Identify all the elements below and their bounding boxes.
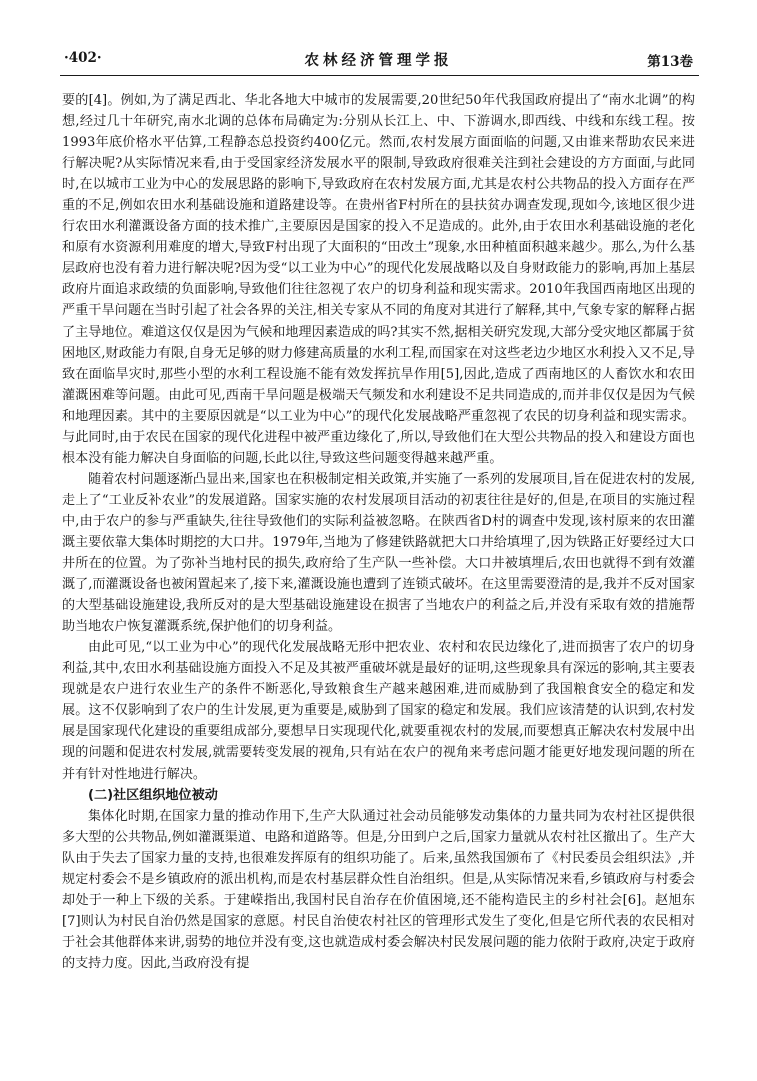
page-number: ·402· xyxy=(64,50,102,66)
running-header xyxy=(58,48,699,70)
section-title: 社区组织地位被动 xyxy=(113,787,218,803)
journal-title: 农林经济管理学报 xyxy=(304,52,453,69)
section-number: (二) xyxy=(88,787,114,803)
paragraph: 随着农村问题逐渐凸显出来,国家也在积极制定相关政策,并实施了一系列的发展项目,旨在促进农村的发展,走上了“工业反补农业”的发展道路。国家实施的农村发展项目活动的初衷往往是好的,但是,在项目的实施过程中,由于农户的参与严重缺失,往往导致他们的实际利益被忽略。在陕西省D村的调查中发现,该村原来的农田灌溉主要依靠大集体时期挖的大口井。1979年,当地为了修建铁路就把大口井给填埋了,因为铁路正好要经过大口井所在的位置。为了弥补当地村民的损失,政府给了生产队一些补偿。大口井被填埋后,农田也就得不到有效灌溉了,而灌溉设备也被闲置起来了,接下来,灌溉设施也遭到了连锁式破坏。在这里需要澄清的是,我并不反对国家的大型基础设施建设,我所反对的是大型基础设施建设在损害了当地农户的利益之后,并没有采取有效的措施帮助当地农户恢复灌溉系统,保护他们的切身利益。 xyxy=(62,471,695,635)
header-rule xyxy=(60,75,699,76)
paragraph: 由此可见,“以工业为中心”的现代化发展战略无形中把农业、农村和农民边缘化了,进而损害了农户的切身利益,其中,农田水利基础设施方面投入不足及其被严重破坏就是最好的证明,这些现象具有深远的影响,其主要表现就是农户进行农业生产的条件不断恶化,导致粮食生产越来越困难,进而威胁到了我国粮食安全的稳定和发展。这不仅影响到了农户的生计发展,更为重要是,威胁到了国家的稳定和发展。我们应该清楚的认识到,农村发展是国家现代化建设的重要组成部分,要想早日实现现代化,就要重视农村的发展,而要想真正解决农村发展中出现的问题和促进农村发展,就需要转变发展的视角,只有站在农户的视角来考虑问题才能更好地发现问题的所在并有针对性地进行解决。 xyxy=(62,640,695,782)
volume-label: 第13卷 xyxy=(647,54,693,70)
paragraph: 要的[4]。例如,为了满足西北、华北各地大中城市的发展需要,20世纪50年代我国政府提出了“南水北调”的构想,经过几十年研究,南水北调的总体布局确定为:分别从长江上、中、下游调水,即西线、中线和东线工程。按1993年底价格水平估算,工程静态总投资约400亿元。然而,农村发展方面面临的问题,又由谁来帮助农民来进行解决呢?从实际情况来看,由于受国家经济发展水平的限制,导致政府很难关注到社会建设的方方面面,与此同时,在以城市工业为中心的发展思路的影响下,导致政府在农村发展方面,尤其是农村公共物品的投入方面存在严重的不足,例如农田水利基础设施和道路建设等。在贵州省F村所在的县扶贫办调查发现,现如今,该地区很少进行农田水利灌溉设备方面的技术推广,主要原因是国家的投入不足造成的。此外,由于农田水利基础设施的老化和原有水资源利用难度的增大,导致F村出现了大面积的“田改土”现象,水田种植面积越来越少。那么,为什么基层政府也没有着力进行解决呢?因为受“以工业为中心”的现代化发展战略以及自身财政能力的影响,再加上基层政府片面追求政绩的负面影响,导致他们往往忽视了农户的切身利益和现实需求。2010年我国西南地区出现的严重干旱问题在当时引起了社会各界的关注,相关专家从不同的角度对其进行了解释,其中,气象专家的解释占据了主导地位。难道这仅仅是因为气候和地理因素造成的吗?其实不然,据相关研究发现,大部分受灾地区都属于贫困地区,财政能力有限,自身无足够的财力修建高质量的水利工程,而国家在对这些老边少地区水利投入又不足,导致在面临旱灾时,那些小型的水利工程设施不能有效发挥抗旱作用[5],因此,造成了西南地区的人畜饮水和农田灌溉困难等问题。由此可见,西南干旱问题是极端天气频发和水利建设不足共同造成的,而并非仅仅是因为气候和地理因素。其中的主要原因就是“以工业为中心”的现代化发展战略严重忽视了农民的切身利益和现实需求。与此同时,由于农民在国家的现代化进程中被严重边缘化了,所以,导致他们在大型公共物品的投入和建设方面也根本没有能力解决自身面临的问题,长此以往,导致这些问题变得越来越严重。 xyxy=(62,93,695,466)
paragraph: 集体化时期,在国家力量的推动作用下,生产大队通过社会动员能够发动集体的力量共同为农村社区提供很多大型的公共物品,例如灌溉渠道、电路和道路等。但是,分田到户之后,国家力量就从农村社区撤出了。生产大队由于失去了国家力量的支持,也很难发挥原有的组织功能了。后来,虽然我国颁布了《村民委员会组织法》,并规定村委会不是乡镇政府的派出机构,而是农村基层群众性自治组织。但是,从实际情况来看,乡镇政府与村委会却处于一种上下级的关系。于建嵘指出,我国村民自治存在价值困境,还不能构造民主的乡村社会[6]。赵旭东[7]则认为村民自治仍然是国家的意愿。村民自治使农村社区的管理形式发生了变化,但是它所代表的农民相对于社会其他群体来讲,弱势的地位并没有变,这也就造成村委会解决村民发展问题的能力依附于政府,决定于政府的支持力度。因此,当政府没有提 xyxy=(62,808,695,971)
body-text xyxy=(62,90,695,974)
section-heading xyxy=(62,785,695,806)
